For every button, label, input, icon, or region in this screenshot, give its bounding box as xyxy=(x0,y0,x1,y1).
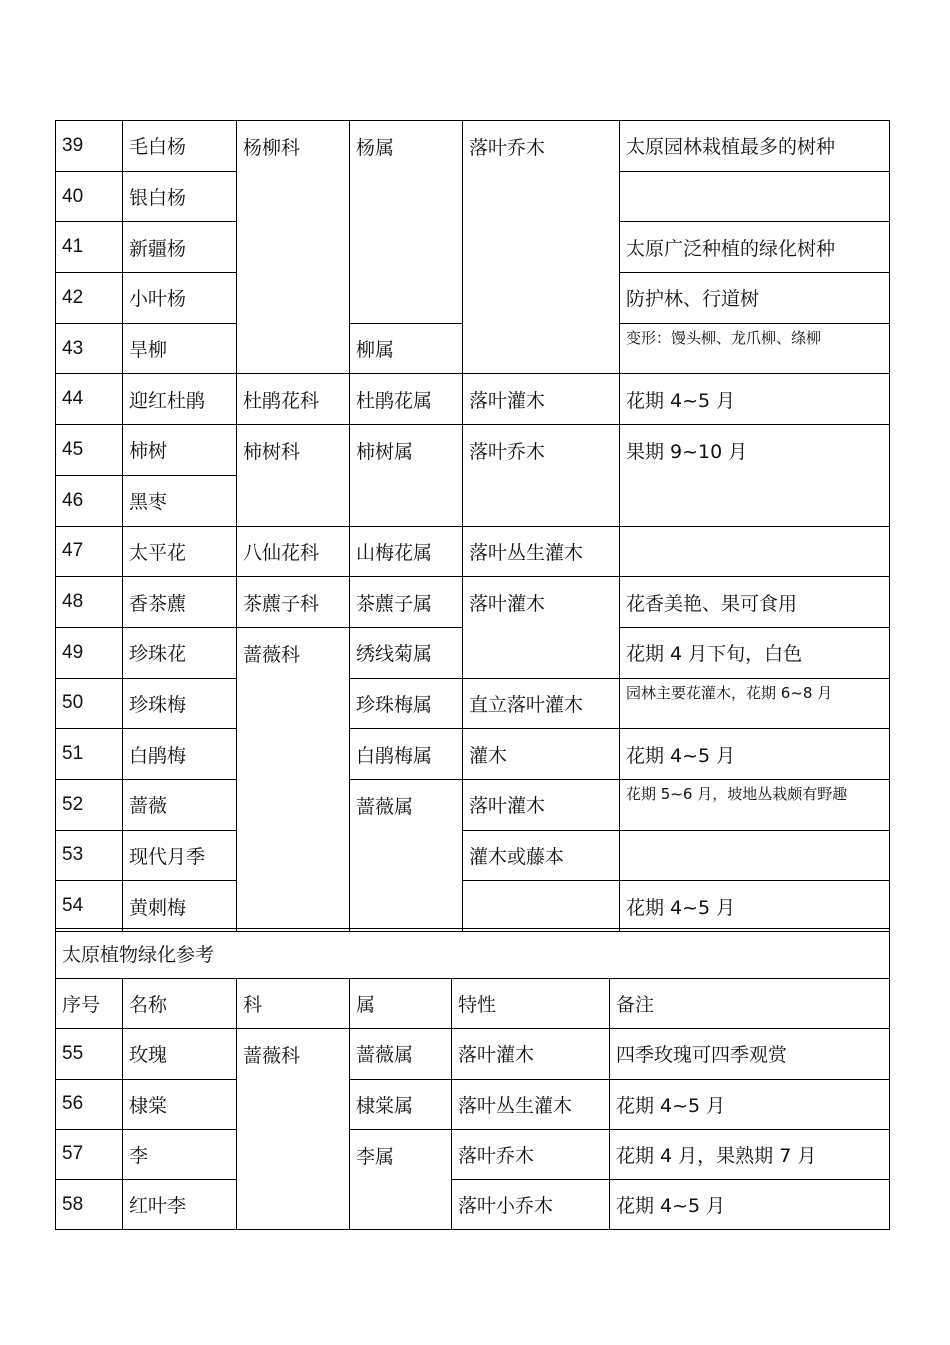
header-cell: 名称 xyxy=(123,979,237,1029)
row-number: 53 xyxy=(56,830,123,881)
header-cell: 特性 xyxy=(452,979,610,1029)
plant-name: 现代月季 xyxy=(123,830,237,881)
table-row xyxy=(56,1179,890,1229)
row-number: 43 xyxy=(56,323,123,374)
row-number: 40 xyxy=(56,171,123,222)
plant-family: 茶藨子科 xyxy=(237,577,350,628)
plant-family: 八仙花科 xyxy=(237,526,350,577)
plant-trait: 落叶丛生灌木 xyxy=(463,526,620,577)
plant-note: 花期 4~5 月 xyxy=(620,374,890,425)
plant-genus: 柳属 xyxy=(350,323,463,374)
row-number: 50 xyxy=(56,678,123,729)
plant-name: 太平花 xyxy=(123,526,237,577)
plant-note: 花期 4 月，果熟期 7 月 xyxy=(610,1129,890,1179)
plant-note: 太原园林栽植最多的树种 xyxy=(620,121,890,172)
plant-note: 花期 5~6 月，坡地丛栽颇有野趣 xyxy=(620,779,890,830)
row-number: 57 xyxy=(56,1129,123,1179)
plant-trait: 落叶乔木 xyxy=(463,121,620,374)
plant-genus: 山梅花属 xyxy=(350,526,463,577)
plant-trait xyxy=(463,881,620,932)
plant-name: 棣棠 xyxy=(123,1079,237,1129)
plant-name: 柿树 xyxy=(123,425,237,476)
plant-trait: 落叶灌木 xyxy=(463,577,620,678)
row-number: 39 xyxy=(56,121,123,172)
plant-trait: 落叶灌木 xyxy=(463,779,620,830)
row-number: 58 xyxy=(56,1179,123,1229)
table-row xyxy=(56,678,890,729)
plant-name: 旱柳 xyxy=(123,323,237,374)
plant-family: 蔷薇科 xyxy=(237,1029,350,1230)
header-cell: 备注 xyxy=(610,979,890,1029)
plant-note: 花期 4 月下旬，白色 xyxy=(620,627,890,678)
plant-name: 迎红杜鹃 xyxy=(123,374,237,425)
row-number: 51 xyxy=(56,729,123,780)
plant-trait: 灌木 xyxy=(463,729,620,780)
table-row xyxy=(56,779,890,830)
plant-family: 杜鹃花科 xyxy=(237,374,350,425)
row-number: 56 xyxy=(56,1079,123,1129)
plant-family: 蔷薇科 xyxy=(237,627,350,931)
row-number: 42 xyxy=(56,273,123,324)
plant-name: 白鹃梅 xyxy=(123,729,237,780)
table-row xyxy=(56,577,890,628)
plant-genus: 棣棠属 xyxy=(350,1079,452,1129)
row-number: 55 xyxy=(56,1029,123,1079)
plant-note: 园林主要花灌木，花期 6~8 月 xyxy=(620,678,890,729)
plant-note: 花期 4~5 月 xyxy=(620,729,890,780)
plant-name: 红叶李 xyxy=(123,1179,237,1229)
plant-family: 柿树科 xyxy=(237,425,350,526)
plant-note xyxy=(620,830,890,881)
plant-trait: 落叶乔木 xyxy=(452,1129,610,1179)
plant-trait: 直立落叶灌木 xyxy=(463,678,620,729)
plant-genus: 杨属 xyxy=(350,121,463,324)
table-row xyxy=(56,526,890,577)
plant-table-upper xyxy=(55,120,890,932)
table-row xyxy=(56,729,890,780)
plant-genus: 柿树属 xyxy=(350,425,463,526)
header-cell: 科 xyxy=(237,979,350,1029)
plant-trait: 落叶灌木 xyxy=(463,374,620,425)
table-row xyxy=(56,1079,890,1129)
plant-note: 花期 4~5 月 xyxy=(620,881,890,932)
plant-name: 珍珠花 xyxy=(123,627,237,678)
table-row xyxy=(56,881,890,932)
plant-note: 果期 9~10 月 xyxy=(620,425,890,526)
plant-genus: 珍珠梅属 xyxy=(350,678,463,729)
plant-name: 蔷薇 xyxy=(123,779,237,830)
plant-trait: 落叶丛生灌木 xyxy=(452,1079,610,1129)
plant-genus: 蔷薇属 xyxy=(350,779,463,931)
row-number: 52 xyxy=(56,779,123,830)
plant-note: 四季玫瑰可四季观赏 xyxy=(610,1029,890,1079)
table-row xyxy=(56,830,890,881)
plant-trait: 落叶乔木 xyxy=(463,425,620,526)
plant-note: 太原广泛种植的绿化树种 xyxy=(620,222,890,273)
row-number: 44 xyxy=(56,374,123,425)
plant-trait: 灌木或藤本 xyxy=(463,830,620,881)
plant-note: 花香美艳、果可食用 xyxy=(620,577,890,628)
plant-family: 杨柳科 xyxy=(237,121,350,374)
plant-note xyxy=(620,526,890,577)
plant-name: 新疆杨 xyxy=(123,222,237,273)
plant-name: 小叶杨 xyxy=(123,273,237,324)
table-title-row xyxy=(56,929,890,979)
plant-note xyxy=(620,171,890,222)
header-cell: 属 xyxy=(350,979,452,1029)
plant-genus: 绣线菊属 xyxy=(350,627,463,678)
plant-name: 香茶藨 xyxy=(123,577,237,628)
plant-note: 花期 4~5 月 xyxy=(610,1079,890,1129)
row-number: 48 xyxy=(56,577,123,628)
plant-genus: 白鹃梅属 xyxy=(350,729,463,780)
plant-name: 毛白杨 xyxy=(123,121,237,172)
row-number: 46 xyxy=(56,475,123,526)
plant-name: 黑枣 xyxy=(123,475,237,526)
plant-trait: 落叶灌木 xyxy=(452,1029,610,1079)
row-number: 41 xyxy=(56,222,123,273)
plant-genus: 杜鹃花属 xyxy=(350,374,463,425)
table-row xyxy=(56,1129,890,1179)
plant-genus: 茶藨子属 xyxy=(350,577,463,628)
plant-name: 珍珠梅 xyxy=(123,678,237,729)
table-row xyxy=(56,425,890,476)
plant-note: 变形：馒头柳、龙爪柳、绦柳 xyxy=(620,323,890,374)
plant-note: 防护林、行道树 xyxy=(620,273,890,324)
row-number: 45 xyxy=(56,425,123,476)
row-number: 49 xyxy=(56,627,123,678)
plant-table-lower xyxy=(55,928,890,1230)
row-number: 54 xyxy=(56,881,123,932)
table-row xyxy=(56,374,890,425)
row-number: 47 xyxy=(56,526,123,577)
table-title: 太原植物绿化参考 xyxy=(56,929,890,979)
table-header-row xyxy=(56,979,890,1029)
plant-genus: 李属 xyxy=(350,1129,452,1229)
plant-trait: 落叶小乔木 xyxy=(452,1179,610,1229)
header-cell: 序号 xyxy=(56,979,123,1029)
plant-name: 玫瑰 xyxy=(123,1029,237,1079)
table-row xyxy=(56,121,890,172)
plant-note: 花期 4~5 月 xyxy=(610,1179,890,1229)
plant-name: 银白杨 xyxy=(123,171,237,222)
plant-name: 黄刺梅 xyxy=(123,881,237,932)
plant-name: 李 xyxy=(123,1129,237,1179)
plant-genus: 蔷薇属 xyxy=(350,1029,452,1079)
table-row xyxy=(56,1029,890,1079)
